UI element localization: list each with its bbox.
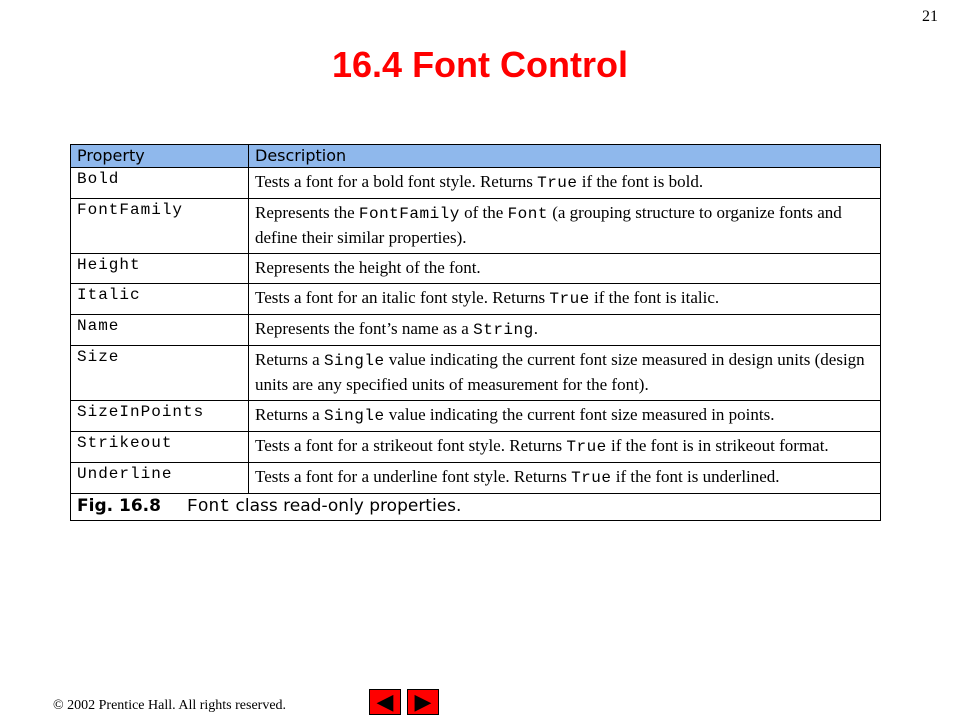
copyright-text: 2002 Prentice Hall. All rights reserved. — [63, 698, 287, 713]
description-text: value indicating the current font size measured in points. — [384, 405, 775, 424]
description-text: Tests a font for a strikeout font style. Returns — [255, 436, 567, 455]
arrow-right-icon: ▶ — [414, 689, 432, 714]
table-row — [71, 463, 881, 494]
code-text: Single — [323, 407, 385, 425]
caption-row — [71, 494, 881, 521]
code-text: Single — [323, 352, 385, 370]
table-row — [71, 401, 881, 432]
table-row — [71, 168, 881, 199]
table-row — [71, 254, 881, 284]
description-text: Represents the font’s name as a — [255, 319, 474, 338]
description-text: if the font is underlined. — [611, 467, 780, 486]
description-text: . — [533, 319, 538, 338]
copyright — [53, 698, 286, 714]
property-description — [249, 315, 881, 346]
next-slide-button[interactable] — [407, 689, 439, 715]
table-row — [71, 346, 881, 401]
description-text: Represents the — [255, 203, 359, 222]
property-name: Bold — [71, 168, 249, 199]
description-text: Returns a — [255, 350, 324, 369]
property-name: SizeInPoints — [71, 401, 249, 432]
property-description — [249, 346, 881, 401]
code-text: FontFamily — [358, 205, 460, 223]
code-text: True — [549, 290, 590, 308]
code-text: String — [473, 321, 534, 339]
description-text: if the font is bold. — [577, 172, 704, 191]
property-name: Strikeout — [71, 432, 249, 463]
code-text: True — [566, 438, 607, 456]
property-name: Size — [71, 346, 249, 401]
table-row — [71, 315, 881, 346]
caption-code: Font — [186, 497, 231, 517]
description-text: if the font is in strikeout format. — [606, 436, 829, 455]
property-description — [249, 432, 881, 463]
page-number: 21 — [922, 8, 938, 25]
code-text: True — [571, 469, 612, 487]
property-description — [249, 254, 881, 284]
description-text: Tests a font for a bold font style. Returns — [255, 172, 538, 191]
property-description — [249, 168, 881, 199]
copyright-symbol: © — [53, 698, 64, 713]
property-description — [249, 284, 881, 315]
description-text: Tests a font for a underline font style. Returns — [255, 467, 572, 486]
description-text: (a grouping structure to organize fonts and define their similar properties). — [255, 203, 842, 247]
property-description — [249, 199, 881, 254]
property-name: Name — [71, 315, 249, 346]
property-name: Underline — [71, 463, 249, 494]
property-description — [249, 401, 881, 432]
description-text: Tests a font for an italic font style. Returns — [255, 288, 550, 307]
slide-title: 16.4 Font Control — [332, 44, 628, 85]
properties-table — [70, 144, 881, 521]
figure-caption — [71, 494, 881, 521]
code-text: Font — [507, 205, 548, 223]
description-text: if the font is italic. — [589, 288, 720, 307]
property-name: FontFamily — [71, 199, 249, 254]
property-description — [249, 463, 881, 494]
column-header-description: Description — [249, 145, 881, 168]
table-row — [71, 199, 881, 254]
arrow-left-icon: ◀ — [376, 689, 394, 714]
table-row — [71, 284, 881, 315]
table-row — [71, 432, 881, 463]
property-name: Italic — [71, 284, 249, 315]
code-text: True — [537, 174, 578, 192]
caption-text: class read-only properties. — [230, 496, 462, 516]
previous-slide-button[interactable] — [369, 689, 401, 715]
description-text: Represents the height of the font. — [255, 258, 481, 277]
property-name: Height — [71, 254, 249, 284]
figure-label: Fig. 16.8 — [77, 496, 161, 516]
description-text: value indicating the current font size measured in design units (design units are any specified units of measurement for the font). — [255, 350, 865, 394]
table-header-row — [71, 145, 881, 168]
description-text: Returns a — [255, 405, 324, 424]
description-text: of the — [459, 203, 508, 222]
column-header-property: Property — [71, 145, 249, 168]
